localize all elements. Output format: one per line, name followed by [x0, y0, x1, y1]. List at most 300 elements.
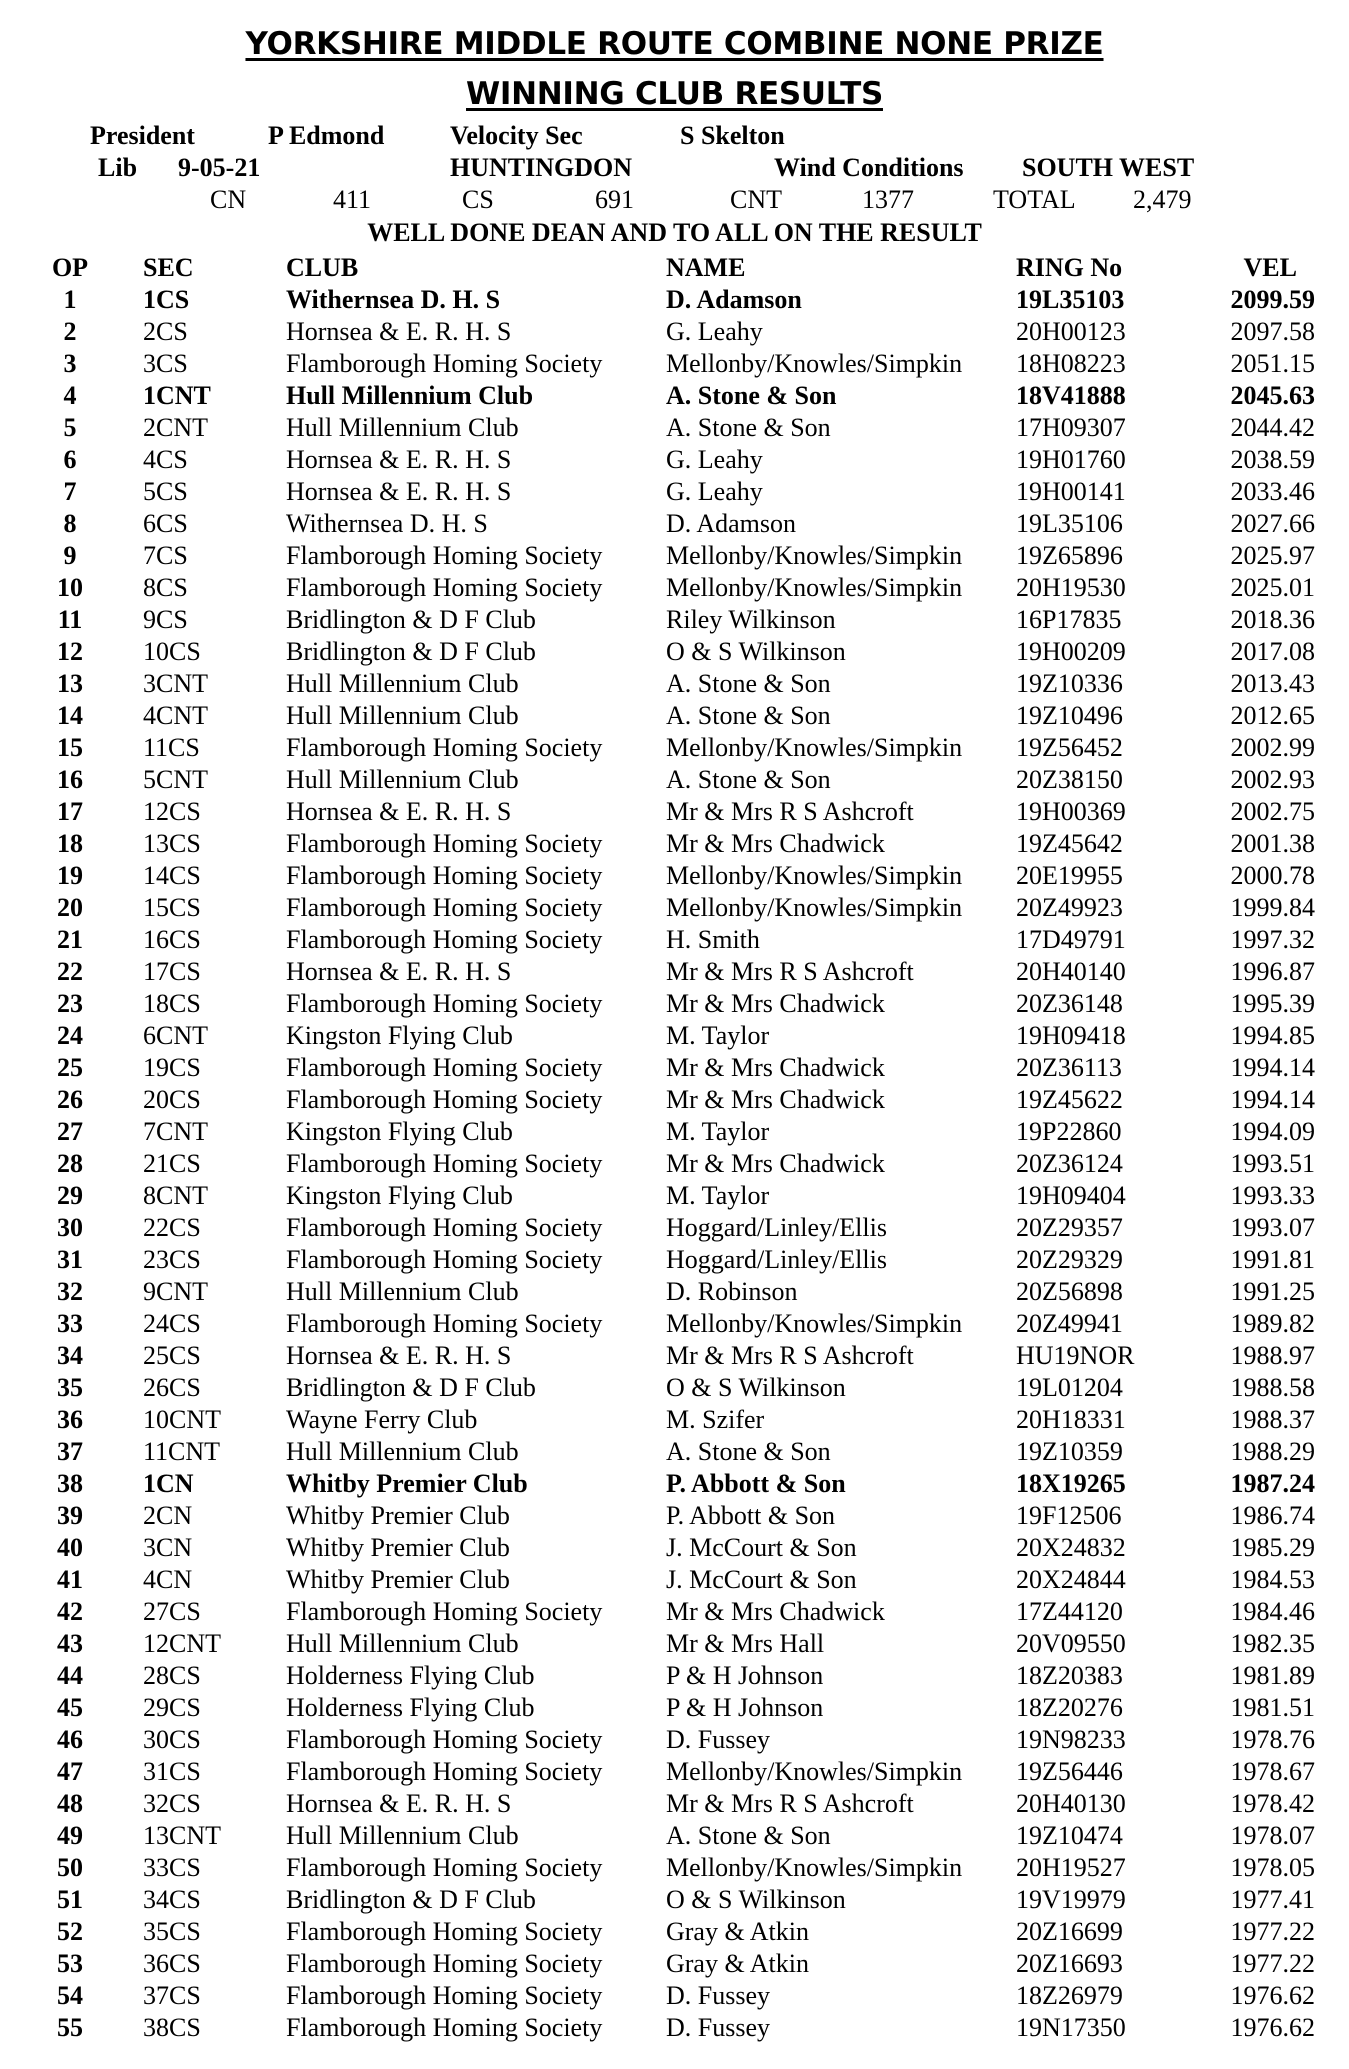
cell-ring: 19Z10496	[1016, 701, 1123, 730]
cell-name: O & S Wilkinson	[666, 637, 846, 666]
cell-name: Mr & Mrs R S Ashcroft	[666, 797, 914, 826]
cell-vel: 1999.84	[1230, 893, 1315, 922]
cell-club: Withernsea D. H. S	[286, 509, 488, 538]
cell-sec: 25CS	[143, 1341, 201, 1370]
cell-ring: 20Z38150	[1016, 765, 1123, 794]
cell-op: 36	[57, 1405, 83, 1434]
cell-sec: 1CS	[143, 285, 190, 314]
cell-op: 42	[57, 1597, 83, 1626]
cell-ring: 19Z56452	[1016, 733, 1123, 762]
cell-vel: 1994.09	[1230, 1117, 1315, 1146]
cell-sec: 31CS	[143, 1757, 201, 1786]
cell-club: Flamborough Homing Society	[286, 1917, 603, 1946]
table-row	[0, 1820, 1349, 1852]
cell-name: Mr & Mrs Hall	[666, 1629, 825, 1658]
cell-name: Mr & Mrs R S Ashcroft	[666, 1341, 914, 1370]
cell-name: Mr & Mrs R S Ashcroft	[666, 1789, 914, 1818]
cell-sec: 14CS	[143, 861, 201, 890]
cell-ring: 18H08223	[1016, 349, 1126, 378]
cell-sec: 4CNT	[143, 701, 208, 730]
cell-ring: 19H09404	[1016, 1181, 1126, 1210]
cell-club: Whitby Premier Club	[286, 1501, 510, 1530]
cell-name: J. McCourt & Son	[666, 1565, 857, 1594]
cell-ring: 20H19530	[1016, 573, 1126, 602]
cell-ring: 18X19265	[1016, 1469, 1126, 1498]
cell-club: Flamborough Homing Society	[286, 1245, 603, 1274]
cell-club: Flamborough Homing Society	[286, 925, 603, 954]
cell-name: A. Stone & Son	[666, 1821, 831, 1850]
cell-club: Flamborough Homing Society	[286, 861, 603, 890]
table-row	[0, 796, 1349, 828]
cell-vel: 1993.33	[1230, 1181, 1315, 1210]
cell-ring: 20X24832	[1016, 1533, 1126, 1562]
cell-name: D. Fussey	[666, 1725, 771, 1754]
cell-name: M. Szifer	[666, 1405, 765, 1434]
cell-sec: 5CS	[143, 477, 188, 506]
cell-ring: 20E19955	[1016, 861, 1123, 890]
cell-club: Bridlington & D F Club	[286, 1373, 536, 1402]
cell-op: 18	[57, 829, 83, 858]
cell-ring: 19Z45642	[1016, 829, 1123, 858]
wind-value: SOUTH WEST	[1022, 153, 1195, 182]
cell-ring: 19Z65896	[1016, 541, 1123, 570]
cell-name: Mellonby/Knowles/Simpkin	[666, 573, 963, 602]
table-header-row	[0, 252, 1349, 284]
cell-club: Hull Millennium Club	[286, 413, 519, 442]
table-row	[0, 1724, 1349, 1756]
cell-ring: 17D49791	[1016, 925, 1126, 954]
cell-club: Hornsea & E. R. H. S	[286, 1341, 512, 1370]
cell-sec: 6CS	[143, 509, 188, 538]
cell-name: Mellonby/Knowles/Simpkin	[666, 893, 963, 922]
cell-vel: 1988.37	[1230, 1405, 1315, 1434]
cell-vel: 2099.59	[1230, 285, 1315, 314]
cell-club: Flamborough Homing Society	[286, 1597, 603, 1626]
cell-op: 52	[57, 1917, 83, 1946]
cell-club: Whitby Premier Club	[286, 1469, 528, 1498]
cell-op: 11	[57, 605, 83, 634]
cell-op: 7	[63, 477, 77, 506]
cell-vel: 2013.43	[1230, 669, 1315, 698]
cell-ring: 20Z16699	[1016, 1917, 1123, 1946]
cell-op: 47	[57, 1757, 83, 1786]
cell-op: 6	[63, 445, 77, 474]
cell-name: Mr & Mrs R S Ashcroft	[666, 957, 914, 986]
cell-name: D. Fussey	[666, 2013, 771, 2042]
cell-ring: 19H00141	[1016, 477, 1126, 506]
cell-name: P & H Johnson	[666, 1693, 824, 1722]
cell-name: Mellonby/Knowles/Simpkin	[666, 1853, 963, 1882]
cell-vel: 1977.22	[1230, 1949, 1315, 1978]
cell-ring: 19L35103	[1016, 285, 1125, 314]
cell-op: 23	[57, 989, 83, 1018]
cell-name: Mr & Mrs Chadwick	[666, 989, 885, 1018]
cell-op: 5	[63, 413, 77, 442]
cell-club: Flamborough Homing Society	[286, 541, 603, 570]
cell-op: 9	[63, 541, 77, 570]
cell-op: 1	[63, 285, 77, 314]
cell-ring: 20V09550	[1016, 1629, 1126, 1658]
cell-vel: 1977.41	[1230, 1885, 1315, 1914]
cell-club: Hull Millennium Club	[286, 1277, 519, 1306]
cell-sec: 9CNT	[143, 1277, 208, 1306]
cell-vel: 1986.74	[1230, 1501, 1315, 1530]
cell-sec: 27CS	[143, 1597, 201, 1626]
cell-ring: 18Z26979	[1016, 1981, 1123, 2010]
cell-name: O & S Wilkinson	[666, 1885, 846, 1914]
cell-vel: 2001.38	[1230, 829, 1315, 858]
table-row	[0, 828, 1349, 860]
cell-name: Mellonby/Knowles/Simpkin	[666, 349, 963, 378]
cell-vel: 1984.53	[1230, 1565, 1315, 1594]
cell-vel: 1991.25	[1230, 1277, 1315, 1306]
cell-name: G. Leahy	[666, 317, 763, 346]
cell-name: Mr & Mrs Chadwick	[666, 1053, 885, 1082]
cell-op: 51	[57, 1885, 83, 1914]
cell-op: 21	[57, 925, 83, 954]
cell-ring: 20Z16693	[1016, 1949, 1123, 1978]
cell-club: Hull Millennium Club	[286, 669, 519, 698]
results-table	[0, 252, 1349, 2044]
cell-sec: 17CS	[143, 957, 201, 986]
table-row	[0, 508, 1349, 540]
table-row	[0, 1628, 1349, 1660]
cell-ring: 19V19979	[1016, 1885, 1126, 1914]
cell-name: O & S Wilkinson	[666, 1373, 846, 1402]
cell-club: Hull Millennium Club	[286, 765, 519, 794]
cell-club: Flamborough Homing Society	[286, 1853, 603, 1882]
col-header-ring: RING No	[1016, 253, 1123, 282]
cell-op: 15	[57, 733, 83, 762]
table-row	[0, 1756, 1349, 1788]
cell-ring: 19N98233	[1016, 1725, 1126, 1754]
cell-ring: 20Z49923	[1016, 893, 1123, 922]
cell-sec: 13CS	[143, 829, 201, 858]
cell-club: Holderness Flying Club	[286, 1661, 535, 1690]
cell-ring: 16P17835	[1016, 605, 1122, 634]
cell-vel: 1985.29	[1230, 1533, 1315, 1562]
cell-club: Flamborough Homing Society	[286, 1725, 603, 1754]
message-line: WELL DONE DEAN AND TO ALL ON THE RESULT	[367, 218, 982, 247]
table-row	[0, 540, 1349, 572]
table-row	[0, 1692, 1349, 1724]
table-row	[0, 1404, 1349, 1436]
table-row	[0, 1372, 1349, 1404]
cell-op: 54	[57, 1981, 83, 2010]
cell-op: 27	[57, 1117, 83, 1146]
cell-sec: 23CS	[143, 1245, 201, 1274]
cell-op: 16	[57, 765, 83, 794]
cell-name: Gray & Atkin	[666, 1917, 809, 1946]
cell-name: G. Leahy	[666, 445, 763, 474]
cell-ring: 19Z45622	[1016, 1085, 1123, 1114]
table-row	[0, 1532, 1349, 1564]
cell-sec: 18CS	[143, 989, 201, 1018]
cell-ring: 19P22860	[1016, 1117, 1122, 1146]
cell-club: Hull Millennium Club	[286, 701, 519, 730]
cell-club: Kingston Flying Club	[286, 1117, 513, 1146]
cell-vel: 1993.07	[1230, 1213, 1315, 1242]
cell-sec: 38CS	[143, 2013, 201, 2042]
cell-vel: 1978.67	[1230, 1757, 1315, 1786]
cell-name: A. Stone & Son	[666, 1437, 831, 1466]
cell-vel: 1978.42	[1230, 1789, 1315, 1818]
table-row	[0, 732, 1349, 764]
cell-club: Hull Millennium Club	[286, 1821, 519, 1850]
cell-op: 26	[57, 1085, 83, 1114]
cs-label: CS	[462, 185, 494, 214]
cell-sec: 3CS	[143, 349, 188, 378]
cell-vel: 1994.14	[1230, 1085, 1315, 1114]
cell-sec: 36CS	[143, 1949, 201, 1978]
cell-op: 37	[57, 1437, 83, 1466]
cell-op: 14	[57, 701, 83, 730]
cell-club: Flamborough Homing Society	[286, 349, 603, 378]
table-row	[0, 1468, 1349, 1500]
cell-club: Bridlington & D F Club	[286, 637, 536, 666]
cell-club: Flamborough Homing Society	[286, 573, 603, 602]
cell-name: Mr & Mrs Chadwick	[666, 1597, 885, 1626]
cell-sec: 7CS	[143, 541, 188, 570]
cell-ring: HU19NOR	[1016, 1341, 1135, 1370]
cell-club: Flamborough Homing Society	[286, 989, 603, 1018]
cell-sec: 4CN	[143, 1565, 193, 1594]
cell-name: A. Stone & Son	[666, 413, 831, 442]
cell-vel: 2044.42	[1230, 413, 1315, 442]
race-point: HUNTINGDON	[450, 153, 633, 182]
cell-vel: 1978.76	[1230, 1725, 1315, 1754]
cell-ring: 19F12506	[1016, 1501, 1122, 1530]
cell-vel: 2025.97	[1230, 541, 1315, 570]
cell-sec: 2CNT	[143, 413, 208, 442]
cell-name: Mr & Mrs Chadwick	[666, 829, 885, 858]
table-row	[0, 956, 1349, 988]
velocity-sec-value: S Skelton	[680, 121, 785, 150]
cell-club: Hull Millennium Club	[286, 381, 534, 410]
cell-sec: 3CNT	[143, 669, 208, 698]
cell-vel: 2051.15	[1230, 349, 1315, 378]
table-row	[0, 412, 1349, 444]
president-label: President	[90, 121, 195, 150]
cell-vel: 1993.51	[1230, 1149, 1315, 1178]
cell-ring: 19H00209	[1016, 637, 1126, 666]
cell-club: Flamborough Homing Society	[286, 733, 603, 762]
cell-club: Hornsea & E. R. H. S	[286, 797, 512, 826]
cell-op: 43	[57, 1629, 83, 1658]
cnt-label: CNT	[730, 185, 782, 214]
cell-sec: 12CNT	[143, 1629, 221, 1658]
cell-vel: 2038.59	[1230, 445, 1315, 474]
cell-vel: 1996.87	[1230, 957, 1315, 986]
cell-sec: 26CS	[143, 1373, 201, 1402]
cell-op: 49	[57, 1821, 83, 1850]
cell-name: M. Taylor	[666, 1117, 770, 1146]
cell-vel: 1978.07	[1230, 1821, 1315, 1850]
cell-op: 20	[57, 893, 83, 922]
cell-ring: 19L35106	[1016, 509, 1123, 538]
cell-op: 25	[57, 1053, 83, 1082]
cell-club: Flamborough Homing Society	[286, 829, 603, 858]
table-row	[0, 1148, 1349, 1180]
table-row	[0, 1948, 1349, 1980]
cell-vel: 1991.81	[1230, 1245, 1315, 1274]
cell-op: 48	[57, 1789, 83, 1818]
cell-op: 24	[57, 1021, 83, 1050]
cell-vel: 2018.36	[1230, 605, 1315, 634]
cell-ring: 19H00369	[1016, 797, 1126, 826]
table-row	[0, 1340, 1349, 1372]
cell-op: 41	[57, 1565, 83, 1594]
cell-name: Mr & Mrs Chadwick	[666, 1085, 885, 1114]
cell-sec: 2CN	[143, 1501, 193, 1530]
table-row	[0, 572, 1349, 604]
cell-op: 45	[57, 1693, 83, 1722]
cell-ring: 17H09307	[1016, 413, 1126, 442]
cell-vel: 1982.35	[1230, 1629, 1315, 1658]
table-row	[0, 444, 1349, 476]
cell-op: 33	[57, 1309, 83, 1338]
cell-ring: 18Z20276	[1016, 1693, 1123, 1722]
cell-sec: 13CNT	[143, 1821, 221, 1850]
cell-op: 46	[57, 1725, 83, 1754]
col-header-club: CLUB	[286, 253, 359, 282]
cell-ring: 18V41888	[1016, 381, 1126, 410]
cell-vel: 1988.29	[1230, 1437, 1315, 1466]
cell-name: M. Taylor	[666, 1181, 770, 1210]
cell-ring: 20H19527	[1016, 1853, 1126, 1882]
cell-sec: 22CS	[143, 1213, 201, 1242]
cell-sec: 6CNT	[143, 1021, 208, 1050]
cell-op: 3	[63, 349, 77, 378]
table-row	[0, 604, 1349, 636]
table-row	[0, 1180, 1349, 1212]
cell-vel: 2002.99	[1230, 733, 1315, 762]
cell-sec: 33CS	[143, 1853, 201, 1882]
cell-club: Whitby Premier Club	[286, 1565, 510, 1594]
cell-ring: 20Z36124	[1016, 1149, 1123, 1178]
cell-name: Mellonby/Knowles/Simpkin	[666, 1309, 963, 1338]
cell-op: 44	[57, 1661, 83, 1690]
table-row	[0, 860, 1349, 892]
cell-club: Kingston Flying Club	[286, 1181, 513, 1210]
cell-op: 22	[57, 957, 83, 986]
cell-op: 30	[57, 1213, 83, 1242]
cell-club: Hornsea & E. R. H. S	[286, 1789, 512, 1818]
cell-ring: 17Z44120	[1016, 1597, 1123, 1626]
cell-club: Hornsea & E. R. H. S	[286, 445, 512, 474]
cell-ring: 20Z36113	[1016, 1053, 1122, 1082]
cell-sec: 28CS	[143, 1661, 201, 1690]
cell-ring: 20Z49941	[1016, 1309, 1123, 1338]
cell-club: Flamborough Homing Society	[286, 1213, 603, 1242]
lib-label: Lib	[98, 153, 138, 182]
table-row	[0, 668, 1349, 700]
cell-ring: 20X24844	[1016, 1565, 1126, 1594]
cell-sec: 1CN	[143, 1469, 194, 1498]
cell-name: P. Abbott & Son	[666, 1469, 846, 1498]
cell-vel: 1978.05	[1230, 1853, 1315, 1882]
cell-sec: 7CNT	[143, 1117, 208, 1146]
cell-club: Wayne Ferry Club	[286, 1405, 478, 1434]
cell-sec: 19CS	[143, 1053, 201, 1082]
cell-name: Hoggard/Linley/Ellis	[666, 1245, 887, 1274]
cell-sec: 12CS	[143, 797, 201, 826]
cell-ring: 20Z29357	[1016, 1213, 1123, 1242]
table-row	[0, 348, 1349, 380]
cn-label: CN	[210, 185, 247, 214]
table-row	[0, 1116, 1349, 1148]
table-row	[0, 1852, 1349, 1884]
cell-club: Flamborough Homing Society	[286, 893, 603, 922]
cell-ring: 18Z20383	[1016, 1661, 1123, 1690]
cell-sec: 11CS	[143, 733, 200, 762]
cell-sec: 11CNT	[143, 1437, 221, 1466]
table-row	[0, 1884, 1349, 1916]
cell-ring: 20H18331	[1016, 1405, 1126, 1434]
table-row	[0, 700, 1349, 732]
cell-sec: 9CS	[143, 605, 188, 634]
cell-club: Hornsea & E. R. H. S	[286, 957, 512, 986]
wind-label: Wind Conditions	[774, 153, 964, 182]
cell-vel: 1987.24	[1230, 1469, 1315, 1498]
cell-op: 31	[57, 1245, 83, 1274]
cell-name: Gray & Atkin	[666, 1949, 809, 1978]
cell-vel: 1977.22	[1230, 1917, 1315, 1946]
cell-name: H. Smith	[666, 925, 760, 954]
table-row	[0, 1276, 1349, 1308]
cell-sec: 10CS	[143, 637, 201, 666]
cell-name: D. Adamson	[666, 509, 796, 538]
cell-vel: 1984.46	[1230, 1597, 1315, 1626]
cell-club: Hornsea & E. R. H. S	[286, 317, 512, 346]
cell-op: 34	[57, 1341, 83, 1370]
cell-name: D. Fussey	[666, 1981, 771, 2010]
cell-sec: 16CS	[143, 925, 201, 954]
cell-op: 17	[57, 797, 83, 826]
table-row	[0, 316, 1349, 348]
total-value: 2,479	[1133, 185, 1192, 214]
cell-op: 2	[63, 317, 77, 346]
cell-club: Hull Millennium Club	[286, 1437, 519, 1466]
cell-ring: 19Z10474	[1016, 1821, 1123, 1850]
cell-vel: 1976.62	[1230, 1981, 1315, 2010]
cell-sec: 29CS	[143, 1693, 201, 1722]
cell-sec: 4CS	[143, 445, 188, 474]
table-row	[0, 636, 1349, 668]
cell-vel: 1995.39	[1230, 989, 1315, 1018]
cs-value: 691	[595, 185, 634, 214]
cell-vel: 2012.65	[1230, 701, 1315, 730]
cell-name: Mr & Mrs Chadwick	[666, 1149, 885, 1178]
table-row	[0, 1596, 1349, 1628]
cell-vel: 1988.58	[1230, 1373, 1315, 1402]
cell-vel: 1989.82	[1230, 1309, 1315, 1338]
cell-vel: 1994.14	[1230, 1053, 1315, 1082]
cell-ring: 19H01760	[1016, 445, 1126, 474]
cell-sec: 1CNT	[143, 381, 211, 410]
cell-name: Hoggard/Linley/Ellis	[666, 1213, 887, 1242]
cell-ring: 19L01204	[1016, 1373, 1123, 1402]
table-row	[0, 1564, 1349, 1596]
cell-name: P. Abbott & Son	[666, 1501, 836, 1530]
cell-name: P & H Johnson	[666, 1661, 824, 1690]
cell-ring: 20Z56898	[1016, 1277, 1123, 1306]
cell-club: Flamborough Homing Society	[286, 1981, 603, 2010]
table-row	[0, 1212, 1349, 1244]
cell-vel: 2017.08	[1230, 637, 1315, 666]
cell-club: Bridlington & D F Club	[286, 1885, 536, 1914]
cell-op: 29	[57, 1181, 83, 1210]
